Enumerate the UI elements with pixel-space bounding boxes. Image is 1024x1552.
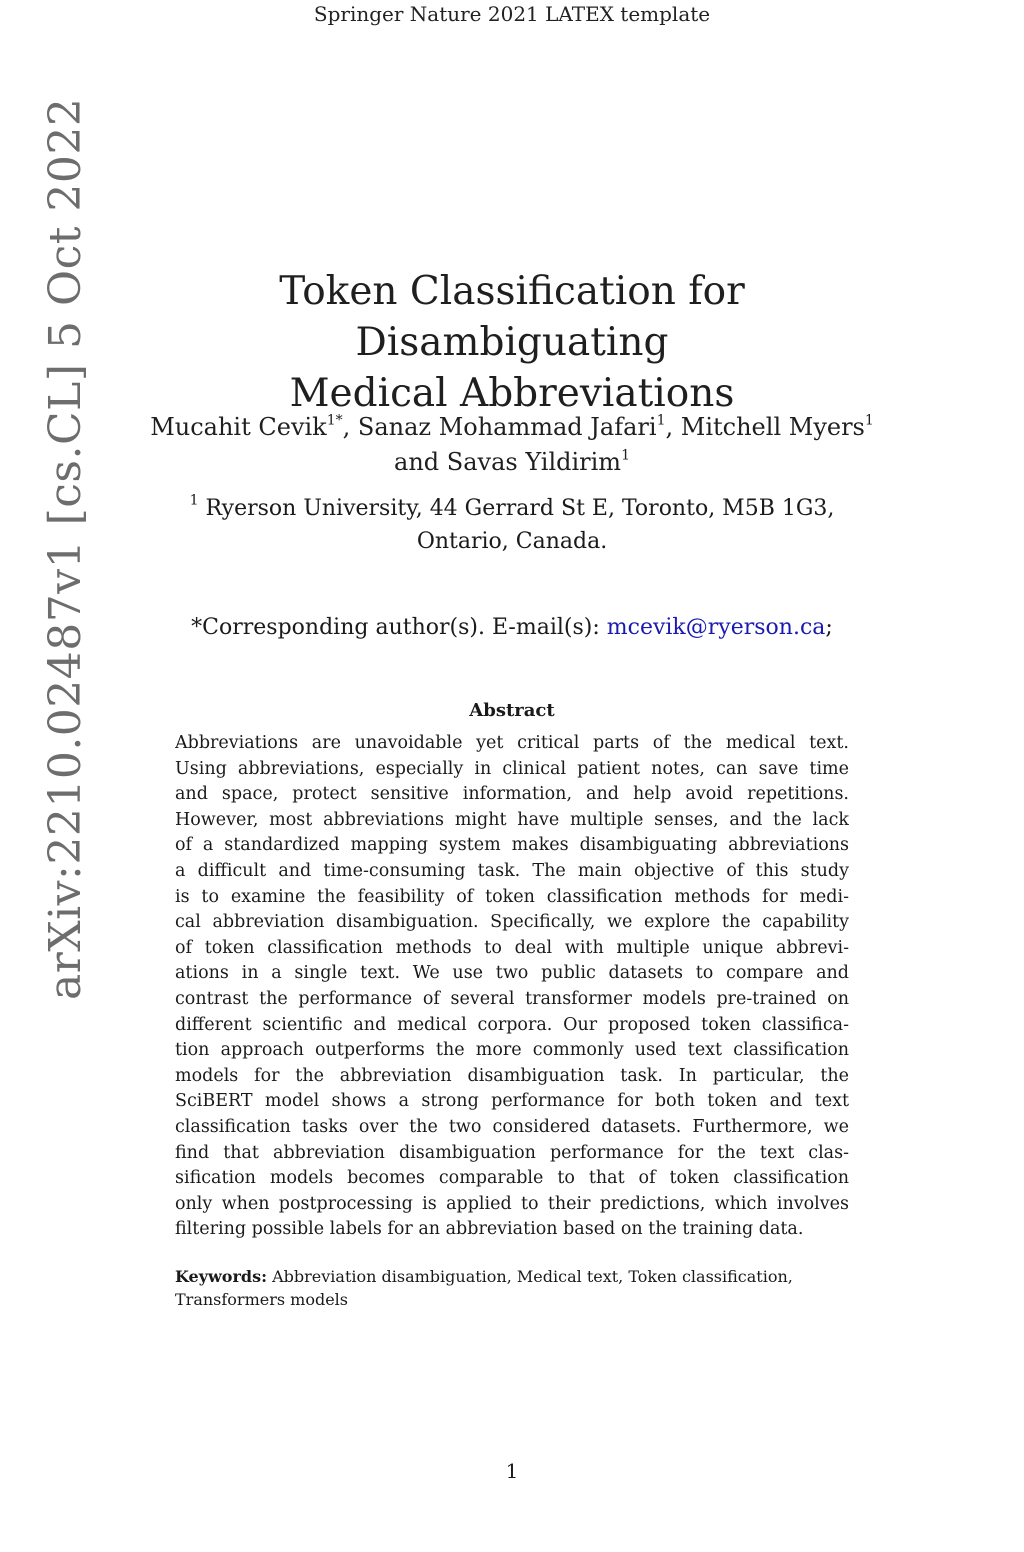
abstract-line: Abbreviations are unavoidable yet critical parts of the medical text. <box>175 733 849 753</box>
abstract-line: different scientific and medical corpora. Our proposed token classifica- <box>175 1014 849 1035</box>
abstract-line: and space, protect sensitive information, and help avoid repetitions. <box>175 784 849 805</box>
abstract-line: classification tasks over the two considered datasets. Furthermore, we <box>175 1116 849 1137</box>
keywords-label: Keywords: <box>175 1267 268 1286</box>
abstract-line: cal abbreviation disambiguation. Specifically, we explore the capability <box>175 912 849 933</box>
affiliation-line-2: Ontario, Canada. <box>416 529 608 554</box>
author-name: Mucahit Cevik <box>150 413 327 441</box>
abstract-line: of a standardized mapping system makes disambiguating abbreviations <box>175 835 849 856</box>
abstract-line: models for the abbreviation disambiguation task. In particular, the <box>175 1065 849 1086</box>
author-separator: , <box>665 413 681 441</box>
abstract-line: sification models becomes comparable to that of token classification <box>175 1168 849 1189</box>
corresponding-prefix: *Corresponding author(s). E-mail(s): <box>191 615 607 640</box>
author-list <box>110 410 914 480</box>
keywords-line-1: Abbreviation disambiguation, Medical text, Token classification, <box>267 1267 793 1286</box>
author-name: Savas Yildirim <box>446 448 622 476</box>
page-number: 1 <box>505 1459 519 1483</box>
abstract-line: is to examine the feasibility of token classification methods for medi- <box>175 886 849 907</box>
author-conjunction: and <box>394 448 447 476</box>
abstract-line: filtering possible labels for an abbreviation based on the training data. <box>175 1219 804 1240</box>
abstract-line: of token classification methods to deal with multiple unique abbrevi- <box>175 937 849 958</box>
corresponding-author <box>110 613 914 643</box>
abstract-line: SciBERT model shows a strong performance for both token and text <box>175 1091 849 1112</box>
author-affiliation-mark: 1 <box>621 447 630 464</box>
affiliation-line-1: Ryerson University, 44 Gerrard St E, Toronto, M5B 1G3, <box>198 496 835 521</box>
abstract-heading: Abstract <box>469 700 555 721</box>
abstract-line: Using abbreviations, especially in clinical patient notes, can save time <box>175 758 849 779</box>
author-name: Sanaz Mohammad Jafari <box>357 413 657 441</box>
affiliation <box>110 492 914 558</box>
affiliation-mark: 1 <box>189 492 199 509</box>
abstract-line: only when postprocessing is applied to their predictions, which involves <box>175 1193 849 1214</box>
arxiv-identifier-stamp: arXiv:2210.02487v1 [cs.CL] 5 Oct 2022 <box>40 97 91 1000</box>
paper-title <box>130 266 894 419</box>
title-line-1: Token Classification for Disambiguating <box>279 269 745 365</box>
keywords-line-2: Transformers models <box>175 1290 349 1309</box>
abstract-line: However, most abbreviations might have multiple senses, and the lack <box>175 809 849 830</box>
abstract-line: ations in a single text. We use two public datasets to compare and <box>175 963 849 984</box>
corresponding-suffix: ; <box>825 615 833 640</box>
running-header: Springer Nature 2021 LATEX template <box>313 2 711 26</box>
abstract-line: a difficult and time-consuming task. The main objective of this study <box>175 860 849 881</box>
author-affiliation-mark: 1* <box>326 412 343 429</box>
author-separator: , <box>342 413 358 441</box>
title-line-2: Medical Abbreviations <box>289 371 735 416</box>
keywords <box>175 1265 849 1311</box>
author-name: Mitchell Myers <box>680 413 865 441</box>
author-affiliation-mark: 1 <box>864 412 874 429</box>
abstract-line: tion approach outperforms the more commonly used text classification <box>175 1040 849 1061</box>
email-link[interactable]: mcevik@ryerson.ca <box>606 615 826 640</box>
abstract-body <box>175 731 849 1243</box>
abstract-line: find that abbreviation disambiguation performance for the text clas- <box>175 1142 849 1163</box>
author-affiliation-mark: 1 <box>656 412 666 429</box>
abstract-line: contrast the performance of several transformer models pre-trained on <box>175 988 849 1009</box>
